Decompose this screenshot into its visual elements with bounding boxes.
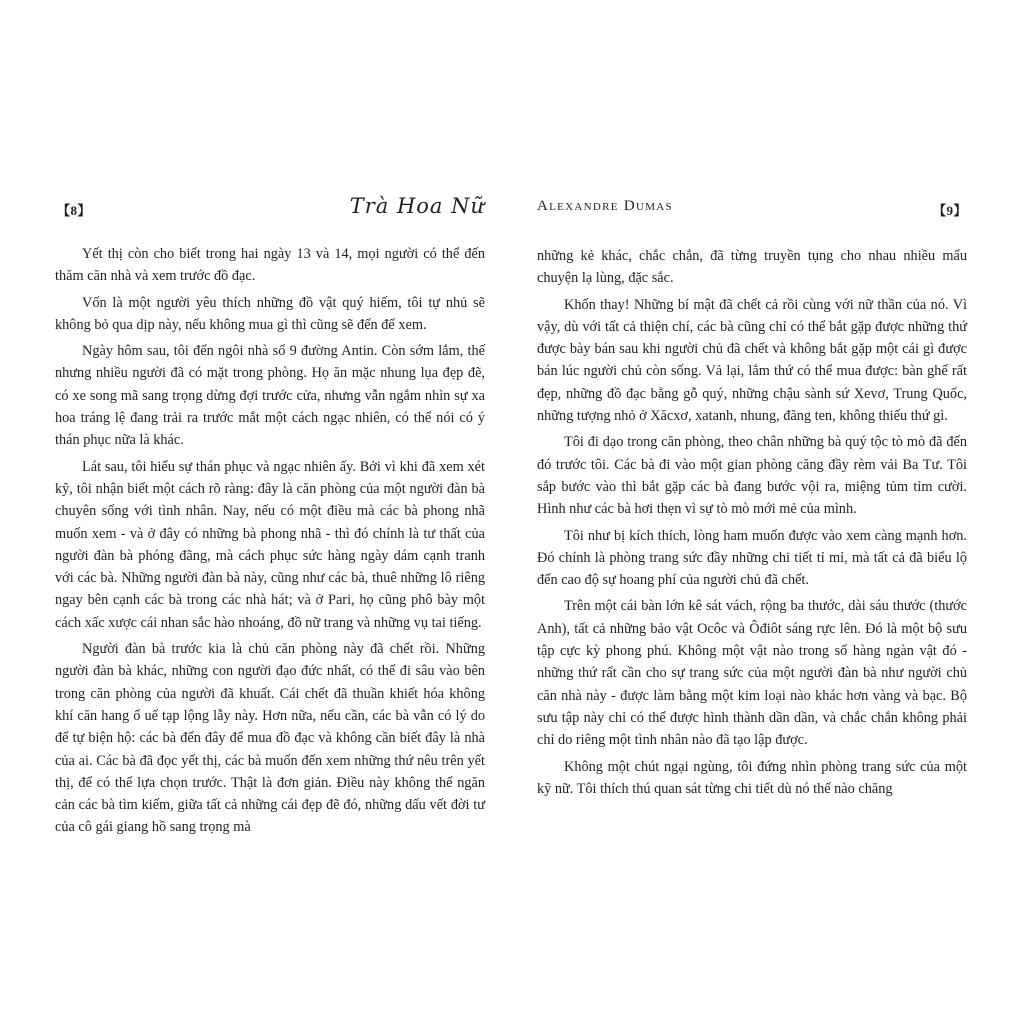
paragraph: Lát sau, tôi hiểu sự thán phục và ngạc nhiên ấy. Bởi vì khi đã xem xét kỹ, tôi nhận biết một cách rõ ràng: đây là căn phòng của một người đàn bà chuyên sống với tình nhân. Nay, nếu có một điều mà các bà phong nhã muốn xem - và ở đây có những bà phong nhã - thì đó chính là tư thất của người đàn bà phóng đãng, mà cách phục sức hàng ngày dám cạnh tranh với các bà. Những người đàn bà này, cũng như các bà, thuê những lô riêng ngay bên cạnh các bà trong các nhà hát; và ở Pari, họ cũng phô bày một cách xấc xược cái nhan sắc hào nhoáng, đồ nữ trang và những vụ tai tiếng. [55,458,485,631]
page-number: 【9】 [932,203,967,218]
page-number: 【8】 [57,203,92,218]
paragraph: Trên một cái bàn lớn kê sát vách, rộng ba thước, dài sáu thước (thước Anh), tất cả những bảo vật Ocôc và Ôđiôt sáng rực lên. Đó là một bộ sưu tập cực kỳ phong phú. Không một vật nào trong số hàng ngàn vật đó - những thứ rất cần cho sự trang sức của một người đàn bà như người chủ căn nhà này - được làm bằng một kim loại nào khác hơn vàng và bạc. Bộ sưu tập này chỉ có thể được hình thành dần dần, và chắc chắn không phải chỉ do riêng một tình nhân nào đã tạo lập được. [537,598,967,749]
paragraph: Yết thị còn cho biết trong hai ngày 13 và 14, mọi người có thể đến thăm căn nhà và xem trước đồ đạc. [55,246,485,285]
running-title: Alexandre Dumas [537,198,673,214]
paragraph: Không một chút ngại ngùng, tôi đứng nhìn phòng trang sức của một kỹ nữ. Tôi thích thú quan sát từng chi tiết dù nó thế nào chăng [537,758,967,797]
left-page [55,0,485,1024]
continued-paragraph: những kẻ khác, chắc chắn, đã từng truyền tụng cho nhau nhiều mẩu chuyện lạ lùng, đặc sắc. [537,248,967,287]
paragraph: Khốn thay! Những bí mật đã chết cả rồi cùng với nữ thần của nó. Vì vậy, dù với tất cả thiện chí, các bà cũng chỉ có thể bắt gặp được những thứ được bày bán sau khi người chủ đã chết và không bắt gặp một cái gì được bán lúc người chủ còn sống. Vả lại, lắm thứ có thể mua được: bàn ghế rất đẹp, những đồ đạc bằng gỗ quý, những chậu sành sứ Xevơ, Trung Quốc, những tượng nhỏ ở Xăcxơ, xatanh, nhung, đăng ten, không thiếu thứ gì. [537,296,967,425]
paragraph: Ngày hôm sau, tôi đến ngôi nhà số 9 đường Antin. Còn sớm lắm, thế nhưng nhiều người đã có mặt trong phòng. Họ ăn mặc nhung lụa đẹp đẽ, có xe song mã sang trọng dừng đợi trước cửa, nhưng vẫn ngắm nhìn sự xa hoa tráng lệ đang trải ra trước mắt một cách ngạc nhiên, có thể nói có ý thán phục nữa là khác. [55,343,485,449]
right-page-header [537,194,967,220]
right-page [537,0,967,1024]
right-page-text [537,245,967,804]
paragraph: Vốn là một người yêu thích những đồ vật quý hiếm, tôi tự nhủ sẽ không bỏ qua dịp này, nếu không mua gì thì cũng sẽ đến để xem. [55,294,485,333]
left-page-text [55,243,485,843]
running-title: Trà Hoa Nữ [349,194,485,218]
left-page-header [55,194,485,220]
paragraph: Tôi như bị kích thích, lòng ham muốn được vào xem càng mạnh hơn. Đó chính là phòng trang sức đầy những chi tiết tỉ mỉ, mà tất cả đã biểu lộ đến cao độ sự hoang phí của người chủ đã chết. [537,527,967,589]
paragraph: Tôi đi dạo trong căn phòng, theo chân những bà quý tộc tò mò đã đến đó trước tôi. Các bà đi vào một gian phòng căng đầy rèm vải Ba Tư. Tôi sắp bước vào thì bắt gặp các bà đang bước vội ra, miệng tủm tỉm cười. Hình như các bà hơi thẹn vì sự tò mò mới mẻ của mình. [537,434,967,518]
paragraph: Người đàn bà trước kia là chủ căn phòng này đã chết rồi. Những người đàn bà khác, những con người đạo đức nhất, có thể đi sâu vào bên trong căn phòng của người đã khuất. Cái chết đã thuần khiết hóa không khí căn hang ổ uế tạp lộng lẫy này. Hơn nữa, nếu cần, các bà vẫn có lý do để tự biện hộ: các bà đến đây để mua đồ đạc và không cần biết đây là nhà của ai. Các bà đã đọc yết thị, các bà muốn đến xem những thứ nêu trên yết thị, để có thể lựa chọn trước. Thật là đơn giản. Điều này không thể ngăn cản các bà tìm kiếm, giữa tất cả những cái đẹp đẽ đó, những dấu vết đời tư của cô gái giang hồ sang trọng mà [55,641,485,836]
